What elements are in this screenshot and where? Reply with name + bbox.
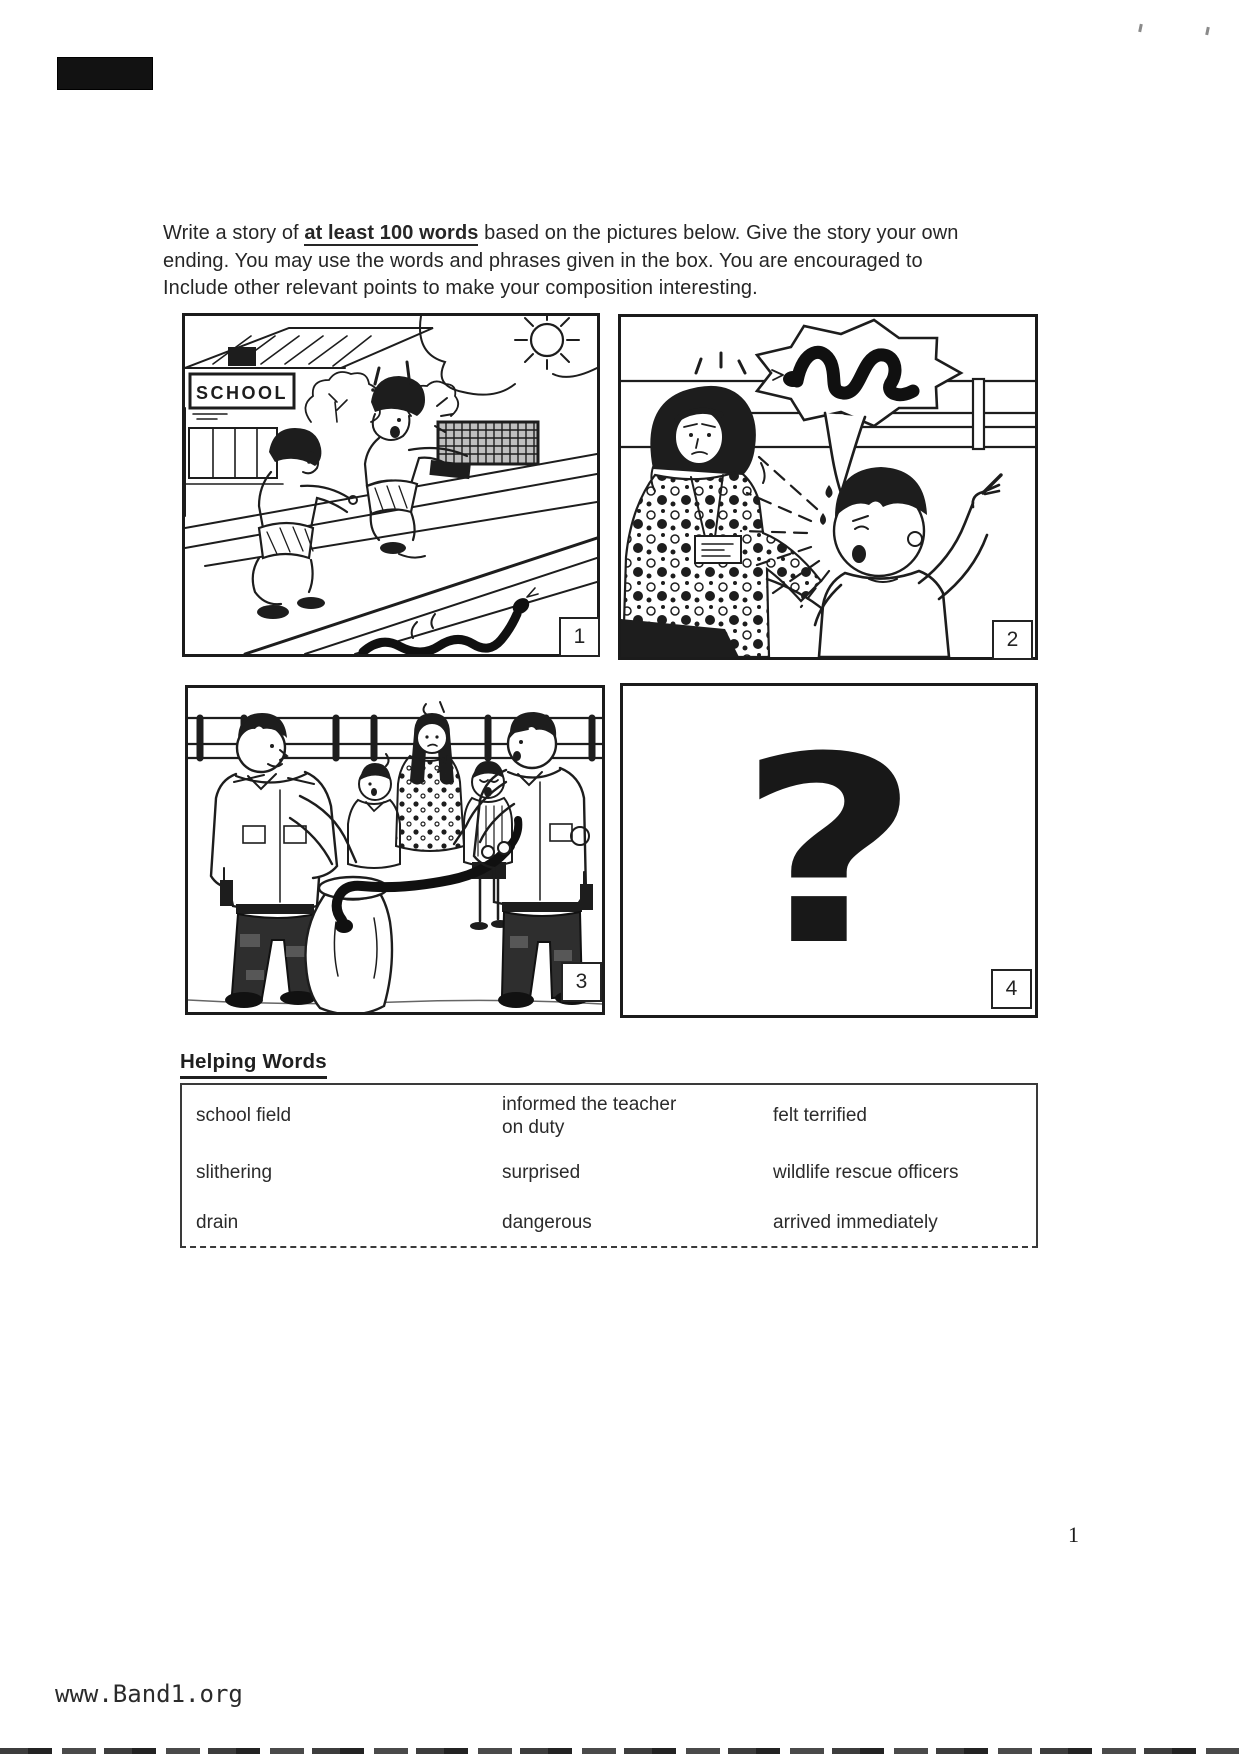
school-sign-text: SCHOOL	[195, 383, 289, 403]
helping-word-text: slithering	[196, 1162, 273, 1183]
comic-panel-1	[182, 313, 600, 657]
helping-word	[182, 1199, 502, 1246]
helping-word-text: school field	[196, 1105, 292, 1126]
instructions-line-2: ending. You may use the words and phrases given in the box. You are encouraged to	[163, 249, 923, 272]
helping-word-text: informed the teacher on duty	[502, 1094, 677, 1138]
helping-word-text: arrived immediately	[773, 1211, 938, 1233]
panel-3-illustration	[188, 688, 602, 1012]
redacted-block	[57, 57, 153, 90]
helping-word	[773, 1147, 1036, 1199]
helping-word	[502, 1147, 773, 1199]
panel-number-1: 1	[559, 617, 600, 657]
page-number: 1	[1068, 1522, 1079, 1547]
comic-panel-3	[185, 685, 605, 1015]
comic-panel-2	[618, 314, 1038, 660]
instructions-line-1	[163, 220, 1123, 248]
panel-number-2: 2	[992, 620, 1033, 660]
helping-word-text: felt terrified	[773, 1105, 867, 1126]
panel-2-illustration	[621, 317, 1035, 657]
helping-words-table	[180, 1083, 1038, 1248]
scan-edge-bar	[0, 1748, 1239, 1754]
helping-word	[773, 1085, 1036, 1147]
scan-speck	[1205, 27, 1210, 35]
instructions-text: Write a story of	[163, 222, 305, 244]
panel-number-3: 3	[561, 962, 602, 1002]
helping-word-text: drain	[196, 1211, 239, 1233]
helping-word	[502, 1085, 773, 1147]
question-mark: ?	[737, 702, 921, 1002]
helping-word-text: dangerous	[502, 1211, 592, 1233]
helping-word	[182, 1147, 502, 1199]
comic-panel-4	[620, 683, 1038, 1018]
panel-1-illustration	[185, 316, 597, 654]
task-instructions	[163, 220, 1123, 303]
instructions-emphasis: at least 100 words	[304, 222, 479, 244]
helping-word	[773, 1199, 1036, 1246]
helping-word-text: surprised	[502, 1162, 581, 1183]
footer-url: www.Band1.org	[55, 1680, 243, 1708]
instructions-text: based on the pictures below. Give the story your own	[478, 222, 959, 244]
helping-word	[502, 1199, 773, 1246]
panel-number-4: 4	[991, 969, 1032, 1009]
scan-speck	[1138, 24, 1143, 32]
instructions-line-3: Include other relevant points to make your composition interesting.	[163, 277, 758, 299]
helping-words-heading: Helping Words	[180, 1050, 327, 1079]
helping-word	[182, 1085, 502, 1147]
helping-word-text: wildlife rescue officers	[773, 1162, 959, 1183]
